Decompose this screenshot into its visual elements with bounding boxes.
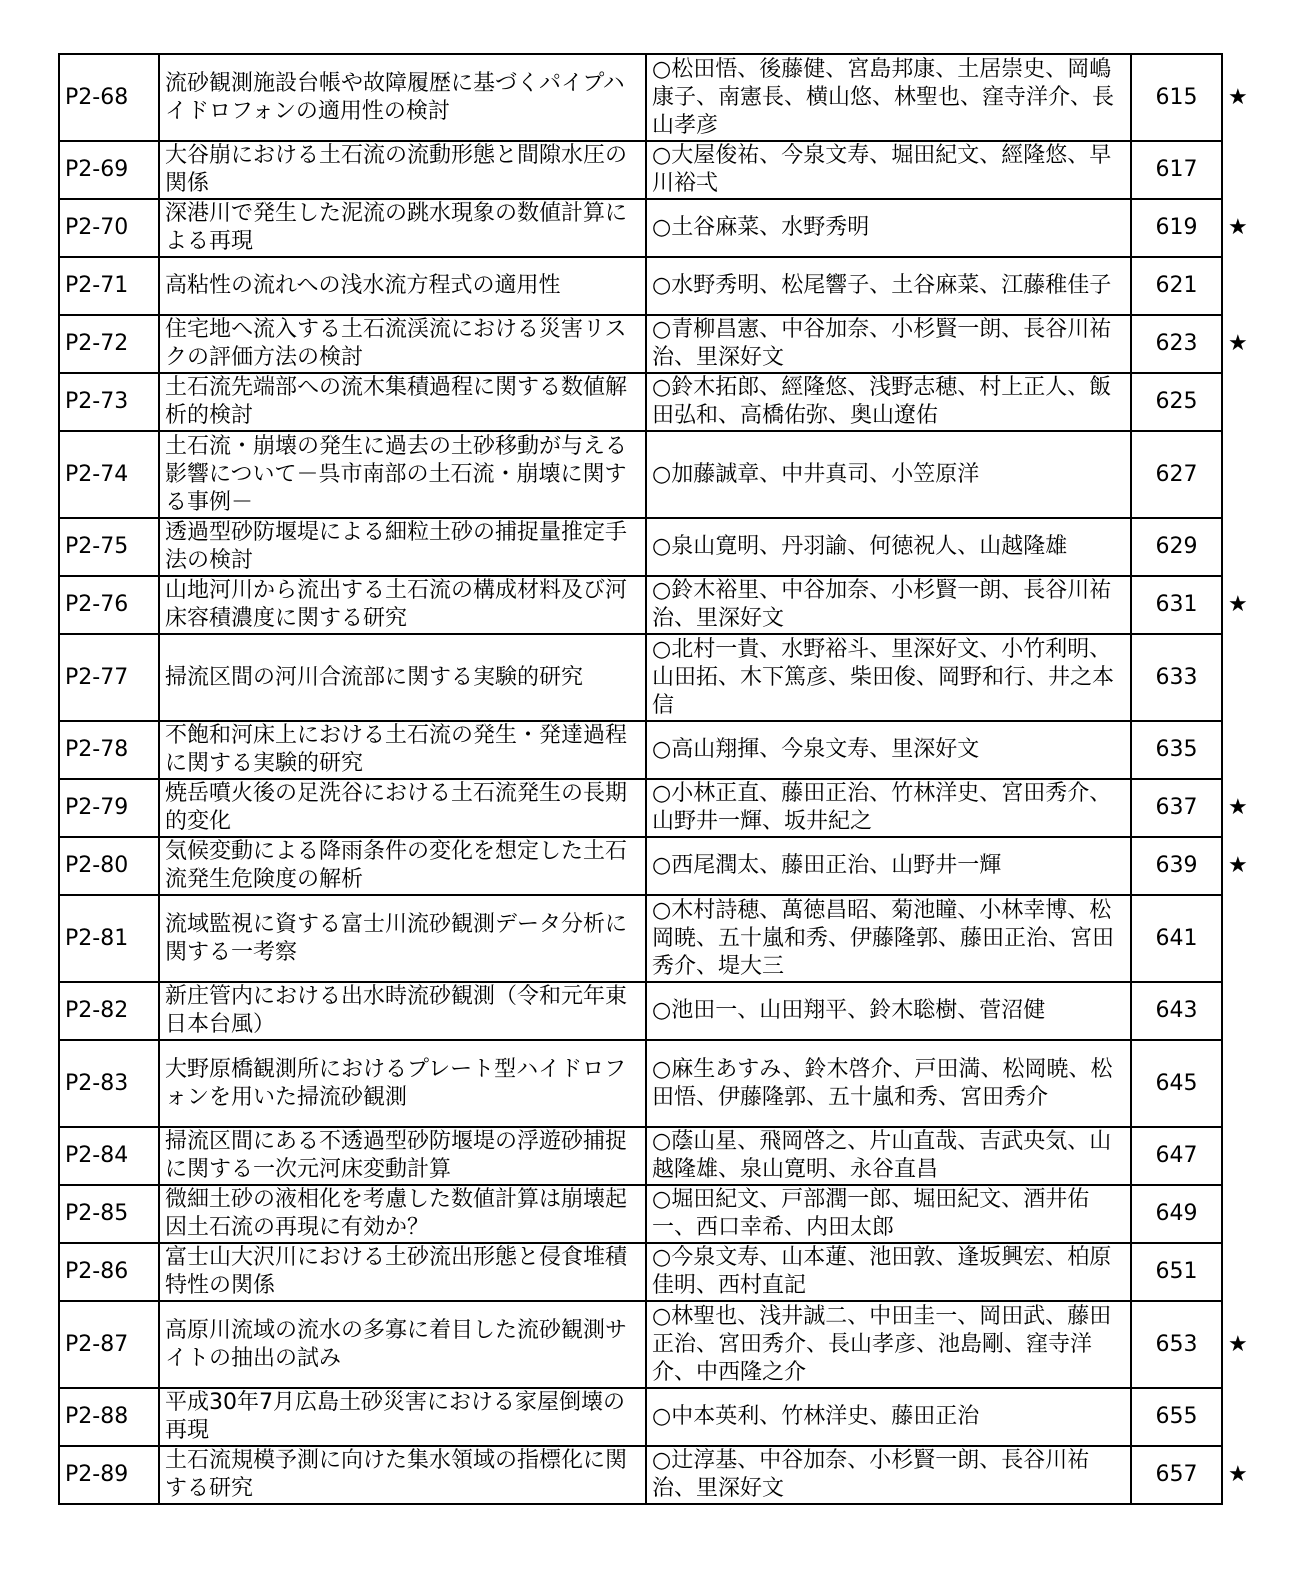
presentation-id-text: P2-80 [65,853,129,878]
paper-title-text: 深港川で発生した泥流の跳水現象の数値計算による再現 [165,201,628,254]
table-row [59,373,1262,431]
star-mark [1222,1446,1262,1504]
paper-authors-text: ○泉山寛明、丹羽諭、何徳祝人、山越隆雄 [652,534,1068,559]
page-number-text: 637 [1155,795,1198,820]
star-mark [1222,1301,1262,1388]
page-number [1131,982,1222,1040]
page-number [1131,837,1222,895]
presentation-id [59,1446,159,1504]
presentation-id-text: P2-71 [65,273,129,298]
paper-title-text: 富士山大沢川における土砂流出形態と侵食堆積特性の関係 [165,1245,628,1298]
table-row [59,1040,1262,1127]
paper-authors-text: ○木村詩穂、萬徳昌昭、菊池瞳、小林幸博、松岡暁、五十嵐和秀、伊藤隆郭、藤田正治、宮田秀介、堤大三 [652,897,1115,979]
paper-authors-text: ○今泉文寿、山本蓮、池田敦、逢坂興宏、柏原佳明、西村直記 [652,1245,1112,1298]
star-mark-text: ★ [1228,592,1248,617]
presentation-id [59,1243,159,1301]
paper-authors-text: ○松田悟、後藤健、宮島邦康、土居崇史、岡嶋康子、南憲長、横山悠、林聖也、窪寺洋介、長山孝彦 [652,56,1115,138]
presentation-id-text: P2-75 [65,534,129,559]
page-number-text: 619 [1155,215,1198,240]
presentation-id [59,1388,159,1446]
paper-title [159,634,646,721]
star-mark [1222,315,1262,373]
paper-title-text: 土石流先端部への流木集積過程に関する数値解析的検討 [165,375,628,428]
paper-authors [646,779,1131,837]
paper-authors-text: ○辻淳基、中谷加奈、小杉賢一朗、長谷川祐治、里深好文 [652,1448,1090,1501]
page-number [1131,895,1222,982]
presentation-id-text: P2-82 [65,998,129,1023]
star-mark-text: ★ [1228,853,1248,878]
paper-authors-text: ○青柳昌憲、中谷加奈、小杉賢一朗、長谷川祐治、里深好文 [652,317,1112,370]
star-mark [1222,1040,1262,1127]
presentation-id-text: P2-85 [65,1201,129,1226]
paper-title [159,1388,646,1446]
paper-authors [646,895,1131,982]
paper-title [159,373,646,431]
paper-title-text: 土石流規模予測に向けた集水領域の指標化に関する研究 [165,1448,628,1501]
table-row [59,576,1262,634]
page-number [1131,1185,1222,1243]
presentation-id-text: P2-73 [65,389,129,414]
page-number [1131,1243,1222,1301]
page-number-text: 635 [1155,737,1198,762]
presentation-id-text: P2-89 [65,1462,129,1487]
page-number [1131,373,1222,431]
presentation-id [59,895,159,982]
paper-authors-text: ○蔭山星、飛岡啓之、片山直哉、吉武央気、山越隆雄、泉山寛明、永谷直昌 [652,1129,1112,1182]
paper-authors [646,721,1131,779]
star-mark [1222,1243,1262,1301]
star-mark [1222,837,1262,895]
presentation-id [59,1301,159,1388]
paper-title-text: 高原川流域の流水の多寡に着目した流砂観測サイトの抽出の試み [165,1317,628,1371]
paper-authors [646,576,1131,634]
paper-title-text: 流砂観測施設台帳や故障履歴に基づくパイプハイドロフォンの適用性の検討 [165,70,625,124]
presentation-id-text: P2-74 [65,461,129,487]
presentation-id [59,257,159,315]
paper-authors [646,837,1131,895]
paper-title [159,315,646,373]
paper-title-text: 大野原橋観測所におけるプレート型ハイドロフォンを用いた掃流砂観測 [165,1056,627,1110]
page-number [1131,257,1222,315]
star-mark [1222,431,1262,518]
paper-title-text: 土石流・崩壊の発生に過去の土砂移動が与える影響について－呉市南部の土石流・崩壊に関する事例－ [165,433,628,515]
paper-title [159,141,646,199]
paper-authors-text: ○土谷麻菜、水野秀明 [652,215,870,240]
paper-title [159,1185,646,1243]
paper-title-text: 掃流区間にある不透過型砂防堰堤の浮遊砂捕捉に関する一次元河床変動計算 [165,1129,628,1182]
page-number-text: 621 [1155,273,1198,298]
presentation-id-text: P2-86 [65,1259,129,1284]
paper-title-text: 透過型砂防堰堤による細粒土砂の捕捉量推定手法の検討 [165,520,628,573]
presentation-id-text: P2-88 [65,1404,129,1429]
page-number [1131,721,1222,779]
table-row [59,199,1262,257]
page-number-text: 623 [1155,331,1198,356]
paper-title-text: 気候変動による降雨条件の変化を想定した土石流発生危険度の解析 [165,839,628,892]
paper-title [159,982,646,1040]
presentation-id-text: P2-87 [65,1331,129,1357]
presentation-id [59,141,159,199]
star-mark [1222,1127,1262,1185]
presentation-id-text: P2-84 [65,1143,129,1168]
page-number-text: 657 [1155,1462,1198,1487]
page-number-text: 651 [1155,1259,1198,1284]
page-number-text: 625 [1155,389,1198,414]
page-number [1131,576,1222,634]
paper-authors [646,1446,1131,1504]
paper-title [159,779,646,837]
paper-title [159,257,646,315]
star-mark [1222,895,1262,982]
paper-authors-text: ○池田一、山田翔平、鈴木聡樹、菅沼健 [652,998,1046,1023]
paper-authors-text: ○北村一貴、水野裕斗、里深好文、小竹利明、山田拓、木下篤彦、柴田俊、岡野和行、井之本信 [652,636,1115,718]
presentation-id-text: P2-69 [65,157,129,182]
paper-title [159,1127,646,1185]
paper-authors-text: ○水野秀明、松尾響子、土谷麻菜、江藤稚佳子 [652,273,1112,298]
paper-authors [646,1185,1131,1243]
star-mark [1222,373,1262,431]
paper-authors [646,518,1131,576]
table-row [59,518,1262,576]
paper-title-text: 掃流区間の河川合流部に関する実験的研究 [165,664,584,690]
presentation-id [59,982,159,1040]
paper-authors-text: ○林聖也、浅井誠二、中田圭一、岡田武、藤田正治、宮田秀介、長山孝彦、池島剛、窪寺洋介、中西隆之介 [652,1303,1112,1385]
paper-title-text: 高粘性の流れへの浅水流方程式の適用性 [165,273,561,298]
paper-title [159,54,646,141]
star-mark [1222,518,1262,576]
page-number-text: 653 [1155,1331,1198,1357]
presentation-id-text: P2-83 [65,1070,129,1096]
presentation-id-text: P2-81 [65,925,129,951]
page-number [1131,1127,1222,1185]
paper-authors [646,982,1131,1040]
table-row [59,1388,1262,1446]
star-mark [1222,982,1262,1040]
star-mark-text: ★ [1228,215,1248,240]
presentation-id [59,576,159,634]
paper-title [159,1446,646,1504]
star-mark-text: ★ [1228,84,1248,110]
star-mark-text: ★ [1228,1331,1248,1357]
paper-authors-text: ○堀田紀文、戸部潤一郎、堀田紀文、酒井佑一、西口幸希、内田太郎 [652,1187,1090,1240]
page-number-text: 641 [1155,925,1198,951]
paper-title-text: 流域監視に資する富士川流砂観測データ分析に関する一考察 [165,911,628,965]
paper-title-text: 住宅地へ流入する土石流渓流における災害リスクの評価方法の検討 [165,317,627,370]
presentation-id [59,1127,159,1185]
presentation-id [59,431,159,518]
paper-authors-text: ○小林正直、藤田正治、竹林洋史、宮田秀介、山野井一輝、坂井紀之 [652,781,1112,834]
presentation-id [59,634,159,721]
table-row [59,257,1262,315]
paper-title-text: 微細土砂の液相化を考慮した数値計算は崩壊起因土石流の再現に有効か？ [165,1187,628,1240]
presentation-id [59,1040,159,1127]
presentation-id [59,518,159,576]
presentation-id-text: P2-79 [65,795,129,820]
star-mark-text: ★ [1228,331,1248,356]
paper-authors [646,1301,1131,1388]
paper-title [159,837,646,895]
paper-title [159,199,646,257]
paper-authors-text: ○高山翔揮、今泉文寿、里深好文 [652,737,980,762]
table-row [59,837,1262,895]
presentation-id-text: P2-68 [65,84,129,110]
page-number-text: 615 [1155,84,1198,110]
paper-authors-text: ○麻生あすみ、鈴木啓介、戸田満、松岡暁、松田悟、伊藤隆郭、五十嵐和秀、宮田秀介 [652,1056,1113,1110]
paper-authors [646,431,1131,518]
table-row [59,895,1262,982]
star-mark [1222,141,1262,199]
star-mark [1222,1185,1262,1243]
paper-title [159,1243,646,1301]
page-number-text: 627 [1155,461,1198,487]
table-row [59,1127,1262,1185]
table-row [59,1185,1262,1243]
page-number [1131,634,1222,721]
program-table [58,53,1263,1505]
paper-authors-text: ○加藤誠章、中井真司、小笠原洋 [652,461,980,487]
table-row [59,54,1262,141]
paper-title [159,1040,646,1127]
paper-authors [646,257,1131,315]
table-row [59,1243,1262,1301]
paper-authors [646,315,1131,373]
paper-title-text: 焼岳噴火後の足洗谷における土石流発生の長期的変化 [165,781,628,834]
star-mark [1222,257,1262,315]
page-number-text: 629 [1155,534,1198,559]
page-number [1131,779,1222,837]
paper-authors [646,634,1131,721]
star-mark [1222,576,1262,634]
star-mark-text: ★ [1228,1462,1248,1487]
paper-title-text: 不飽和河床上における土石流の発生・発達過程に関する実験的研究 [165,723,628,776]
paper-title-text: 新庄管内における出水時流砂観測（令和元年東日本台風） [165,984,628,1037]
star-mark [1222,199,1262,257]
page-number [1131,1388,1222,1446]
paper-authors-text: ○西尾潤太、藤田正治、山野井一輝 [652,853,1002,878]
page-number [1131,431,1222,518]
paper-authors [646,1388,1131,1446]
presentation-id-text: P2-77 [65,664,129,690]
paper-authors-text: ○大屋俊祐、今泉文寿、堀田紀文、經隆悠、早川裕弌 [652,143,1112,196]
table-row [59,1301,1262,1388]
program-rows [59,54,1262,1504]
page-number [1131,315,1222,373]
page-number [1131,1040,1222,1127]
presentation-id [59,779,159,837]
paper-title [159,518,646,576]
paper-title-text: 平成30年7月広島土砂災害における家屋倒壊の再現 [165,1390,625,1443]
paper-authors-text: ○鈴木拓郎、經隆悠、浅野志穂、村上正人、飯田弘和、高橋佑弥、奥山遼佑 [652,375,1112,428]
presentation-id-text: P2-72 [65,331,129,356]
table-row [59,721,1262,779]
table-row [59,315,1262,373]
paper-authors [646,54,1131,141]
page-number-text: 633 [1155,664,1198,690]
presentation-id [59,1185,159,1243]
paper-authors [646,1243,1131,1301]
page-number [1131,1301,1222,1388]
page-number-text: 643 [1155,998,1198,1023]
star-mark [1222,721,1262,779]
page-number-text: 645 [1155,1070,1198,1096]
table-row [59,141,1262,199]
paper-authors [646,1127,1131,1185]
presentation-id-text: P2-70 [65,215,129,240]
paper-authors-text: ○中本英利、竹林洋史、藤田正治 [652,1404,980,1429]
presentation-id [59,315,159,373]
star-mark-text: ★ [1228,795,1248,820]
paper-authors [646,1040,1131,1127]
table-row [59,982,1262,1040]
paper-title [159,431,646,518]
page-number [1131,518,1222,576]
presentation-id-text: P2-78 [65,737,129,762]
presentation-id [59,373,159,431]
presentation-id [59,54,159,141]
star-mark [1222,779,1262,837]
paper-title [159,895,646,982]
page-number-text: 631 [1155,592,1198,617]
page-number [1131,54,1222,141]
paper-title [159,1301,646,1388]
table-row [59,634,1262,721]
paper-title [159,576,646,634]
page-number [1131,199,1222,257]
paper-authors [646,199,1131,257]
table-row [59,779,1262,837]
paper-title-text: 大谷崩における土石流の流動形態と間隙水圧の関係 [165,143,628,196]
paper-authors-text: ○鈴木裕里、中谷加奈、小杉賢一朗、長谷川祐治、里深好文 [652,578,1112,631]
page-number-text: 617 [1155,157,1198,182]
star-mark [1222,54,1262,141]
presentation-id-text: P2-76 [65,592,129,617]
paper-title [159,721,646,779]
table-row [59,431,1262,518]
presentation-id [59,837,159,895]
star-mark [1222,634,1262,721]
table-row [59,1446,1262,1504]
paper-authors [646,373,1131,431]
paper-title-text: 山地河川から流出する土石流の構成材料及び河床容積濃度に関する研究 [165,578,628,631]
page-number [1131,141,1222,199]
page-number [1131,1446,1222,1504]
presentation-id [59,721,159,779]
page-number-text: 639 [1155,853,1198,878]
page-number-text: 655 [1155,1404,1198,1429]
star-mark [1222,1388,1262,1446]
presentation-id [59,199,159,257]
page-number-text: 649 [1155,1201,1198,1226]
page-number-text: 647 [1155,1143,1198,1168]
paper-authors [646,141,1131,199]
